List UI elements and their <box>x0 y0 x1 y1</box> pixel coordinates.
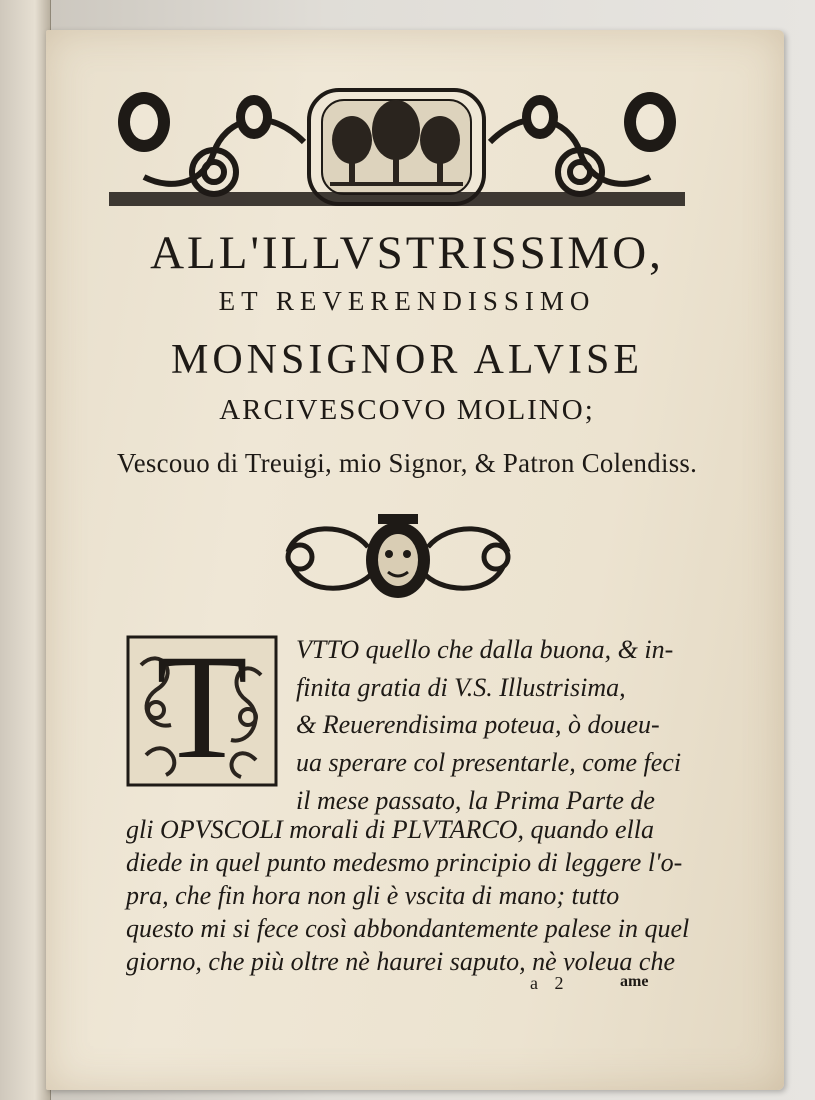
woodcut-headpiece <box>104 82 690 212</box>
body-line: giorno, che più oltre nè haurei saputo, nè voleua che <box>126 947 676 976</box>
body-line: finita gratia di V.S. Illustrisima, <box>296 673 626 702</box>
signature-mark: a 2 <box>530 973 570 993</box>
dedication-subtitle: Vescouo di Treuigi, mio Signor, & Patron Colendiss. <box>117 448 698 478</box>
catchword: ame <box>620 973 649 990</box>
body-line: & Reuerendisima poteua, ò doueu- <box>296 710 660 739</box>
body-line: diede in quel punto medesmo principio di leggere l'o- <box>126 848 683 877</box>
body-line: questo mi si fece così abbondantemente palese in quel <box>126 914 690 943</box>
title-line-4: ARCIVESCOVO MOLINO; <box>219 394 595 426</box>
facing-page-edge <box>0 0 51 1100</box>
title-line-1: ALL'ILLVSTRISSIMO, <box>150 227 664 279</box>
body-line: gli OPVSCOLI morali di PLVTARCO, quando ella <box>126 815 654 844</box>
body-line: ua sperare col presentarle, come feci <box>296 748 682 777</box>
decorated-initial <box>126 624 278 790</box>
body-line: VTTO quello che dalla buona, & in- <box>296 635 674 664</box>
title-line-2: ET REVERENDISSIMO <box>218 286 596 316</box>
body-line: il mese passato, la Prima Parte de <box>296 786 655 815</box>
initial-letter: T <box>156 624 248 790</box>
body-line: pra, che fin hora non gli è vscita di mano; tutto <box>126 881 620 910</box>
mask-ornament <box>278 512 518 604</box>
title-line-3: MONSIGNOR ALVISE <box>170 337 643 383</box>
